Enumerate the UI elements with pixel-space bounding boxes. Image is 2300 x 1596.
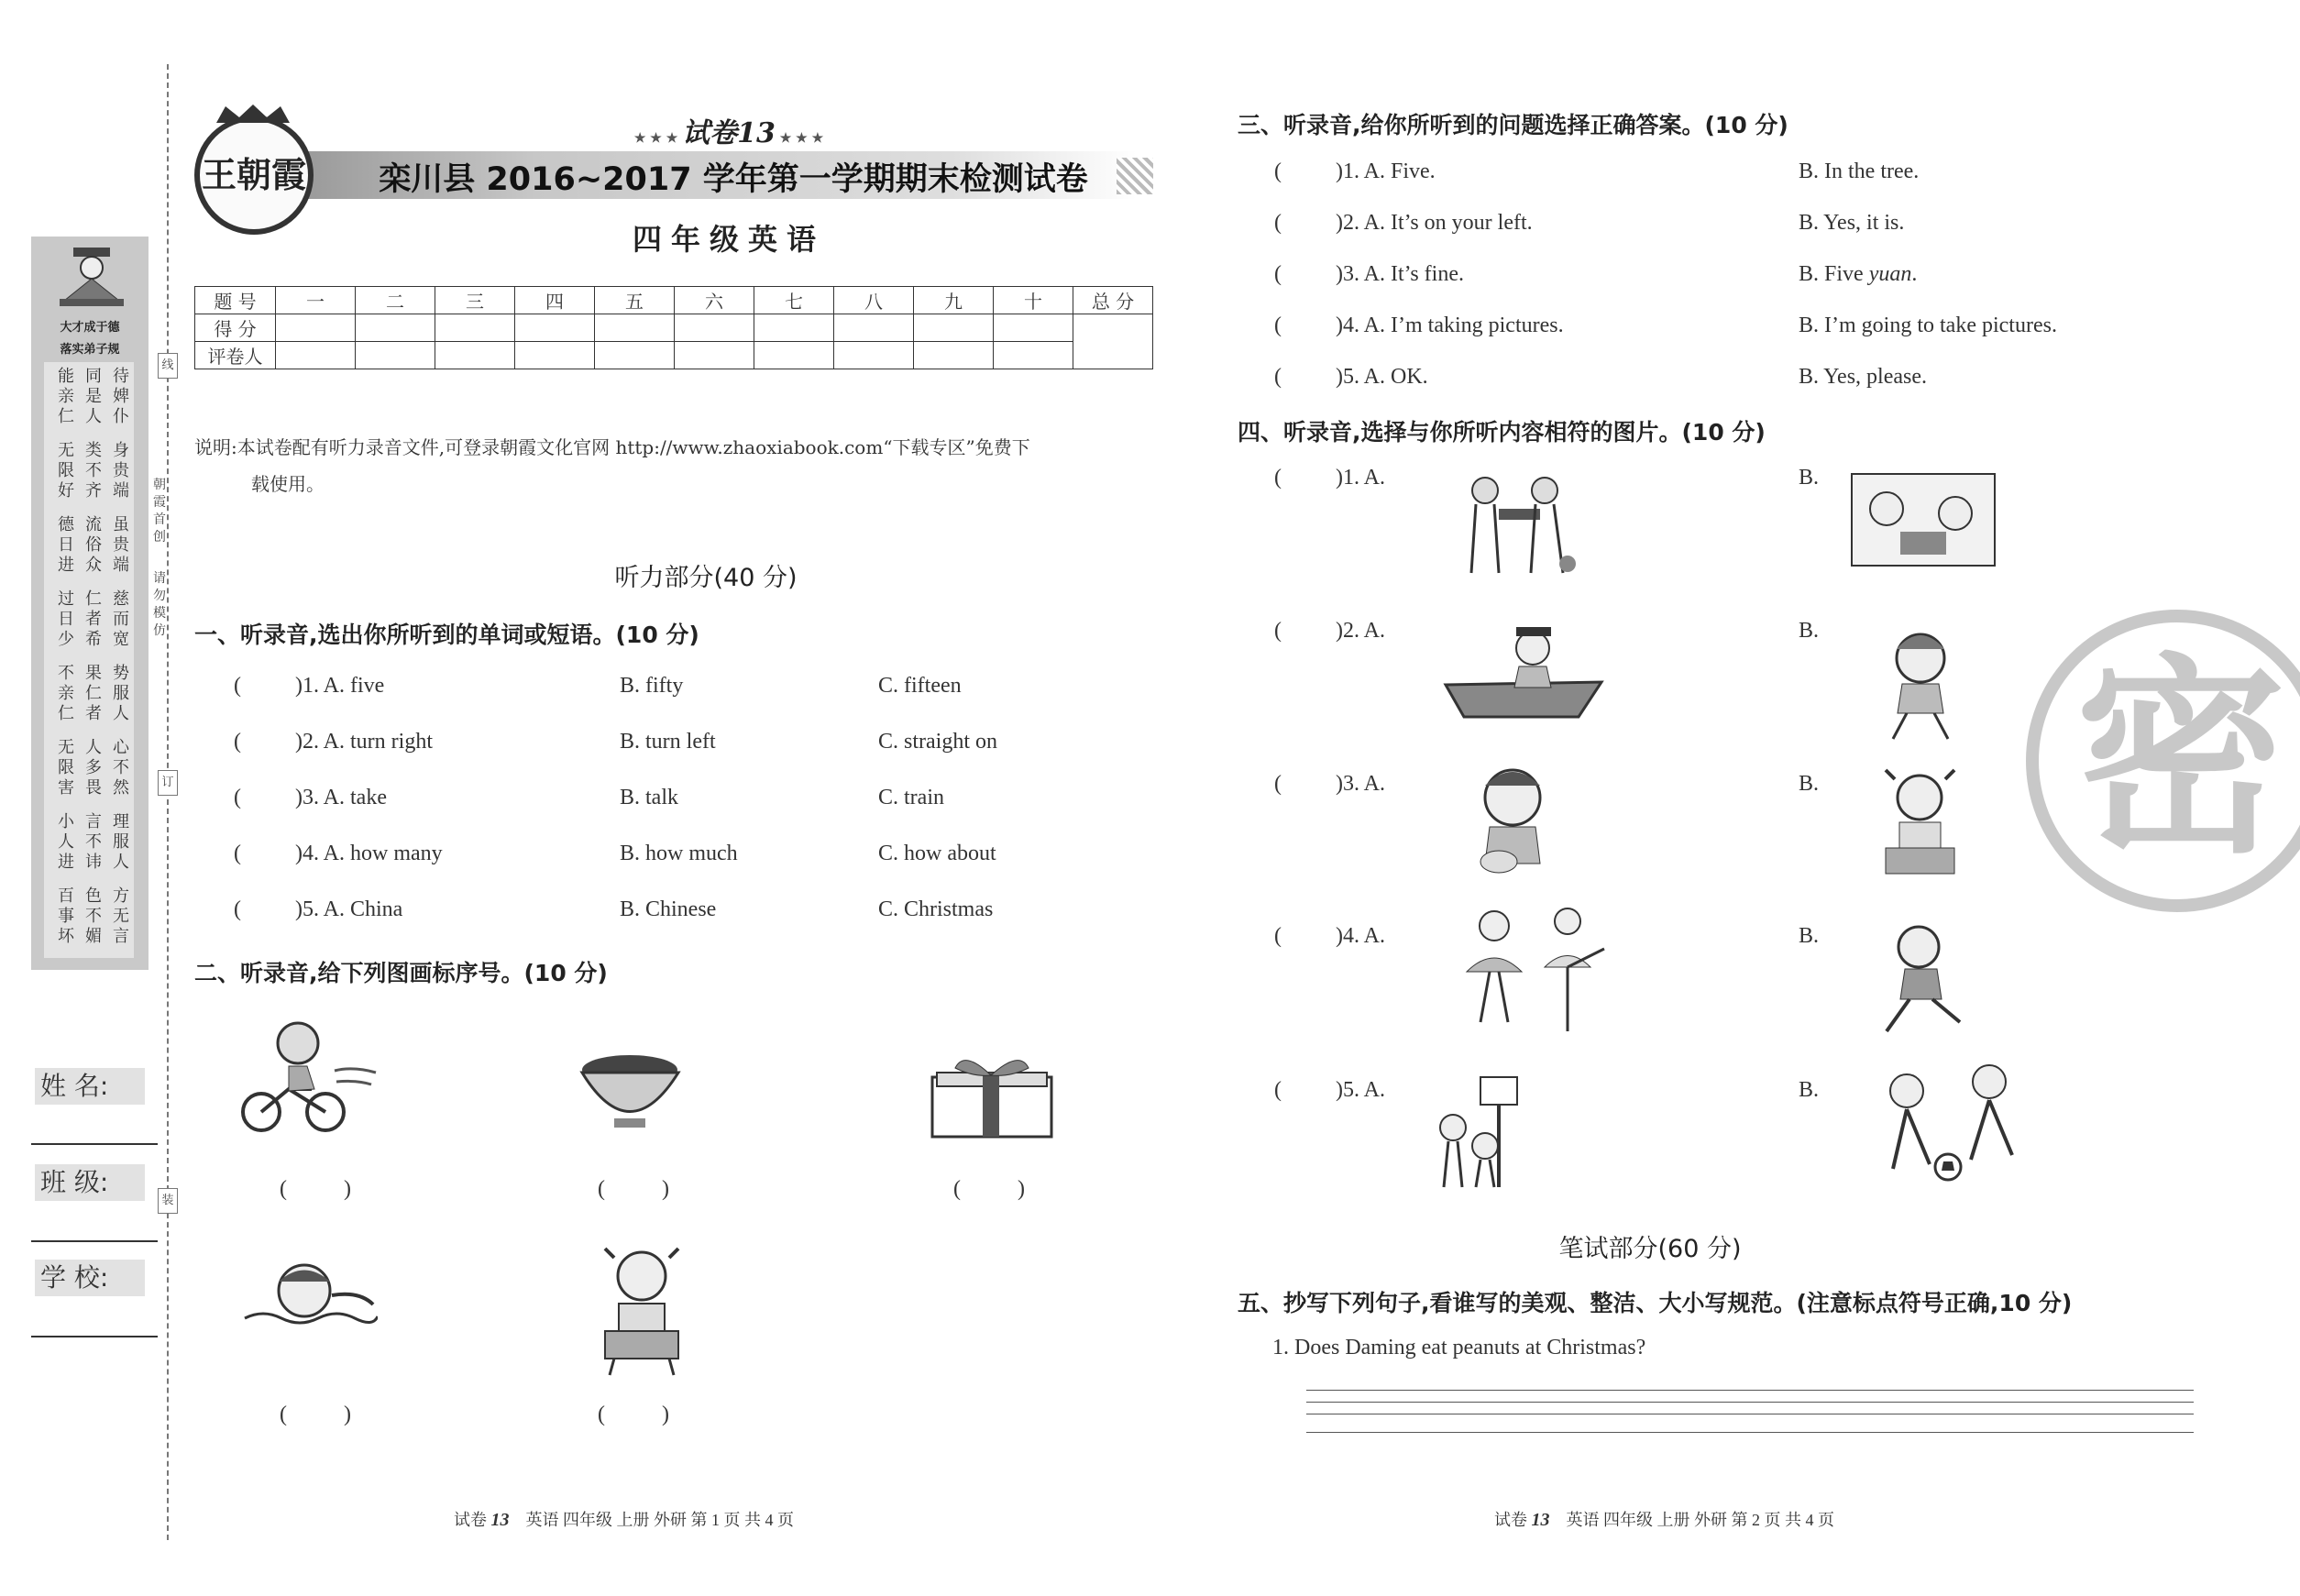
man-in-boat-image — [1441, 616, 1606, 721]
option-a: )5. A. OK. — [1336, 365, 1428, 389]
answer-blank[interactable]: ( — [1274, 262, 1282, 286]
option-b-text: B. Yes, please. — [1799, 365, 1928, 389]
answer-blank[interactable]: ( — [1274, 211, 1282, 235]
option-b — [1799, 314, 2057, 338]
kids-playing-chess-image — [1850, 472, 1997, 568]
footer-right — [1494, 1507, 1834, 1531]
grader-row — [195, 342, 1153, 369]
score-cell[interactable] — [435, 314, 515, 342]
score-header-cell: 九 — [914, 287, 994, 314]
footer-page-info: 英语 四年级 上册 外研 第 2 页 共 4 页 — [1566, 1511, 1834, 1529]
motto-column: 德日进 — [58, 515, 74, 575]
option-b: B. talk — [620, 786, 678, 809]
footer-label: 试卷 — [1494, 1511, 1527, 1530]
option-a: )2. A. It’s on your left. — [1336, 211, 1533, 235]
score-header-row — [195, 287, 1153, 314]
score-cell[interactable] — [515, 314, 595, 342]
score-row — [195, 314, 1153, 342]
option-b-text: B. Yes, it is. — [1799, 211, 1905, 235]
grader-cell[interactable] — [834, 342, 914, 369]
motto-heading-2: 落实弟子规 — [60, 343, 120, 357]
score-header-cell: 七 — [754, 287, 834, 314]
option-c: C. fifteen — [878, 674, 962, 698]
girl-with-cat-image — [1462, 763, 1568, 877]
option-b-end: . — [1911, 262, 1918, 286]
writing-line[interactable] — [1306, 1390, 2194, 1391]
kid-skating-image — [1875, 622, 1966, 745]
banner-pattern — [1117, 158, 1153, 194]
note-line-1: 说明:本试卷配有听力录音文件,可登录朝霞文化官网 http://www.zhaoxiabook.com“下载专区”免费下 — [194, 436, 1030, 458]
section5-title: 五、抄写下列句子,看谁写的美观、整洁、大小写规范。(注意标点符号正确,10 分) — [1238, 1290, 2073, 1316]
score-table — [194, 286, 1153, 369]
option-b — [1799, 365, 1927, 390]
option-a: )1. A. Five. — [1336, 160, 1436, 183]
option-b-label: B. — [1799, 1078, 1820, 1102]
section5-question-1: 1. Does Daming eat peanuts at Christmas? — [1272, 1336, 1646, 1359]
option-a: )2. A. turn right — [295, 730, 433, 754]
score-cell[interactable] — [834, 314, 914, 342]
confidential-seal — [2026, 610, 2300, 912]
side-note-original: 朝霞首创 — [153, 478, 166, 545]
answer-blank[interactable]: ( — [1274, 365, 1282, 389]
option-a-label: )2. A. — [1336, 619, 1385, 643]
option-a: )1. A. five — [295, 674, 385, 698]
listening-part-title: 听力部分(40 分) — [614, 564, 798, 592]
grader-cell[interactable] — [675, 342, 754, 369]
binding-mark-bind: 装 — [158, 1188, 178, 1214]
score-cell[interactable] — [914, 314, 994, 342]
answer-blank[interactable]: ( — [234, 897, 241, 921]
people-at-table-image — [1448, 468, 1586, 578]
star-icon: ★ ★ ★ — [633, 131, 683, 146]
grader-cell[interactable] — [435, 342, 515, 369]
motto-column: 势服人 — [113, 664, 129, 723]
section2-title: 二、听录音,给下列图画标序号。(10 分) — [194, 960, 608, 986]
girl-reading-image — [587, 1239, 697, 1377]
grader-cell[interactable] — [356, 342, 435, 369]
bowl-of-noodles-image — [578, 1050, 683, 1132]
total-score-cell[interactable] — [1073, 314, 1153, 369]
answer-blank[interactable]: ( — [1274, 466, 1282, 490]
motto-column: 身贵端 — [113, 441, 129, 501]
answer-blank[interactable]: ( — [1274, 160, 1282, 183]
girl-riding-bike-image — [234, 1016, 380, 1135]
class-field[interactable] — [31, 1240, 158, 1242]
section1-title: 一、听录音,选出你所听到的单词或短语。(10 分) — [194, 622, 699, 648]
score-cell[interactable] — [356, 314, 435, 342]
option-c: C. Christmas — [878, 897, 994, 921]
school-field[interactable] — [31, 1336, 158, 1337]
option-a-label: )4. A. — [1336, 924, 1385, 948]
answer-blank[interactable]: ( — [234, 842, 241, 865]
boy-swimming-image — [240, 1254, 378, 1346]
publisher-logo — [194, 116, 314, 235]
motto-column: 方无言 — [113, 886, 129, 946]
boys-basketball-image — [1430, 1073, 1545, 1192]
option-a: )3. A. It’s fine. — [1336, 262, 1464, 286]
grader-cell[interactable] — [754, 342, 834, 369]
answer-blank[interactable]: ( — [234, 730, 241, 754]
answer-paren[interactable]: ( ) — [280, 1177, 377, 1201]
option-b — [1799, 262, 1917, 287]
section4-title: 四、听录音,选择与你所听内容相符的图片。(10 分) — [1238, 419, 1766, 446]
answer-blank[interactable]: ( — [1274, 619, 1282, 643]
name-label: 姓 名: — [35, 1068, 145, 1105]
paper-number-value: 13 — [737, 117, 776, 149]
section3-title: 三、听录音,给你所听到的问题选择正确答案。(10 分) — [1238, 112, 1788, 138]
grader-row-label: 评卷人 — [195, 342, 276, 369]
exam-note — [194, 429, 1157, 502]
score-header-cell: 三 — [435, 287, 515, 314]
score-header-cell: 六 — [675, 287, 754, 314]
motto-column: 理服人 — [113, 812, 129, 872]
motto-column: 言不讳 — [85, 812, 102, 872]
option-a: )5. A. China — [295, 897, 403, 921]
option-b-label: B. — [1799, 466, 1820, 490]
option-b-label: B. — [1799, 924, 1820, 948]
option-b — [1799, 160, 1919, 184]
binding-mark-order: 订 — [158, 770, 178, 796]
option-b-label: B. — [1799, 619, 1820, 643]
motto-heading-1: 大才成于德 — [60, 321, 120, 335]
motto-column: 色不媚 — [85, 886, 102, 946]
motto-column: 能亲仁 — [58, 367, 74, 426]
option-b: B. how much — [620, 842, 738, 865]
answer-blank[interactable]: ( — [1274, 924, 1282, 948]
writing-line[interactable] — [1306, 1432, 2194, 1433]
answer-paren[interactable]: ( ) — [598, 1403, 695, 1426]
answer-paren[interactable]: ( ) — [280, 1403, 377, 1426]
footer-page-info: 英语 四年级 上册 外研 第 1 页 共 4 页 — [525, 1511, 794, 1529]
score-cell[interactable] — [595, 314, 675, 342]
dancers-image — [1453, 903, 1609, 1040]
motto-column: 无限好 — [58, 441, 74, 501]
answer-blank[interactable]: ( — [234, 786, 241, 809]
motto-column: 类不齐 — [85, 441, 102, 501]
side-note-no-copy: 请勿模仿 — [153, 571, 166, 638]
motto-column: 百事坏 — [58, 886, 74, 946]
school-label: 学 校: — [35, 1260, 145, 1296]
binding-mark-line: 线 — [158, 353, 178, 379]
gift-box-image — [928, 1050, 1056, 1141]
option-b-label: B. — [1799, 772, 1820, 796]
name-field[interactable] — [31, 1143, 158, 1145]
score-header-cell: 八 — [834, 287, 914, 314]
grader-cell[interactable] — [276, 342, 356, 369]
scholar-figure-image — [55, 246, 128, 310]
logo-text: 王朝霞 — [201, 154, 306, 195]
score-header-cell: 一 — [276, 287, 356, 314]
score-header-cell: 题 号 — [195, 287, 276, 314]
class-label: 班 级: — [35, 1164, 145, 1201]
option-b: B. fifty — [620, 674, 684, 698]
crown-icon — [198, 103, 308, 121]
grader-cell[interactable] — [595, 342, 675, 369]
girl-reading-b-image — [1872, 765, 1968, 885]
answer-blank[interactable]: ( — [234, 674, 241, 698]
motto-column: 人多畏 — [85, 738, 102, 798]
score-header-cell: 四 — [515, 287, 595, 314]
option-a: )4. A. I’m taking pictures. — [1336, 314, 1564, 337]
score-cell[interactable] — [754, 314, 834, 342]
motto-column: 流俗众 — [85, 515, 102, 575]
boys-playing-football-image — [1865, 1059, 2030, 1187]
option-a-label: )5. A. — [1336, 1078, 1385, 1102]
option-b-text: B. I’m going to take pictures. — [1799, 314, 2057, 337]
writing-part-title: 笔试部分(60 分) — [1558, 1235, 1742, 1263]
score-cell[interactable] — [675, 314, 754, 342]
note-line-2: 载使用。 — [251, 473, 325, 495]
score-row-label: 得 分 — [195, 314, 276, 342]
paper-number — [623, 110, 834, 150]
option-c: C. train — [878, 786, 944, 809]
writing-line[interactable] — [1306, 1402, 2194, 1403]
answer-blank[interactable]: ( — [1274, 314, 1282, 337]
option-b-text: B. In the tree. — [1799, 160, 1920, 183]
option-b-text: B. Five — [1799, 262, 1864, 286]
motto-column: 待婢仆 — [113, 367, 129, 426]
seal-glyph: 密 — [2075, 637, 2287, 882]
exam-subtitle: 四年级英语 — [632, 222, 825, 257]
option-a: )4. A. how many — [295, 842, 443, 865]
option-a-label: )1. A. — [1336, 466, 1385, 490]
score-header-cell: 五 — [595, 287, 675, 314]
binding-dashed-line — [167, 64, 169, 1540]
motto-column: 过日少 — [58, 589, 74, 649]
exam-title: 栾川县 2016~2017 学年第一学期期末检测试卷 — [379, 161, 1088, 198]
grader-cell[interactable] — [994, 342, 1073, 369]
grader-cell[interactable] — [515, 342, 595, 369]
answer-blank[interactable]: ( — [1274, 1078, 1282, 1102]
score-cell[interactable] — [994, 314, 1073, 342]
score-header-cell: 总 分 — [1073, 287, 1153, 314]
motto-column: 慈而宽 — [113, 589, 129, 649]
footer-label: 试卷 — [454, 1511, 487, 1530]
footer-paper-number: 13 — [490, 1510, 510, 1530]
option-b: B. turn left — [620, 730, 716, 754]
score-header-cell: 二 — [356, 287, 435, 314]
footer-paper-number: 13 — [1531, 1510, 1550, 1530]
answer-paren[interactable]: ( ) — [598, 1177, 695, 1201]
motto-column: 果仁者 — [85, 664, 102, 723]
motto-column: 小人进 — [58, 812, 74, 872]
score-cell[interactable] — [276, 314, 356, 342]
option-a-label: )3. A. — [1336, 772, 1385, 796]
motto-column: 仁者希 — [85, 589, 102, 649]
option-b: B. Chinese — [620, 897, 717, 921]
motto-column: 不亲仁 — [58, 664, 74, 723]
motto-column: 同是人 — [85, 367, 102, 426]
answer-blank[interactable]: ( — [1274, 772, 1282, 796]
motto-column: 无限害 — [58, 738, 74, 798]
option-a: )3. A. take — [295, 786, 387, 809]
option-b — [1799, 211, 1904, 236]
option-c: C. straight on — [878, 730, 997, 754]
motto-column: 虽贵端 — [113, 515, 129, 575]
motto-column: 心不然 — [113, 738, 129, 798]
grader-cell[interactable] — [914, 342, 994, 369]
option-b-unit: yuan — [1868, 262, 1912, 286]
answer-paren[interactable]: ( ) — [953, 1177, 1051, 1201]
paper-label: 试卷 — [682, 117, 738, 149]
score-header-cell: 十 — [994, 287, 1073, 314]
girl-running-image — [1868, 921, 1974, 1040]
footer-left — [454, 1507, 794, 1531]
star-icon: ★ ★ ★ — [775, 131, 824, 146]
option-c: C. how about — [878, 842, 996, 865]
